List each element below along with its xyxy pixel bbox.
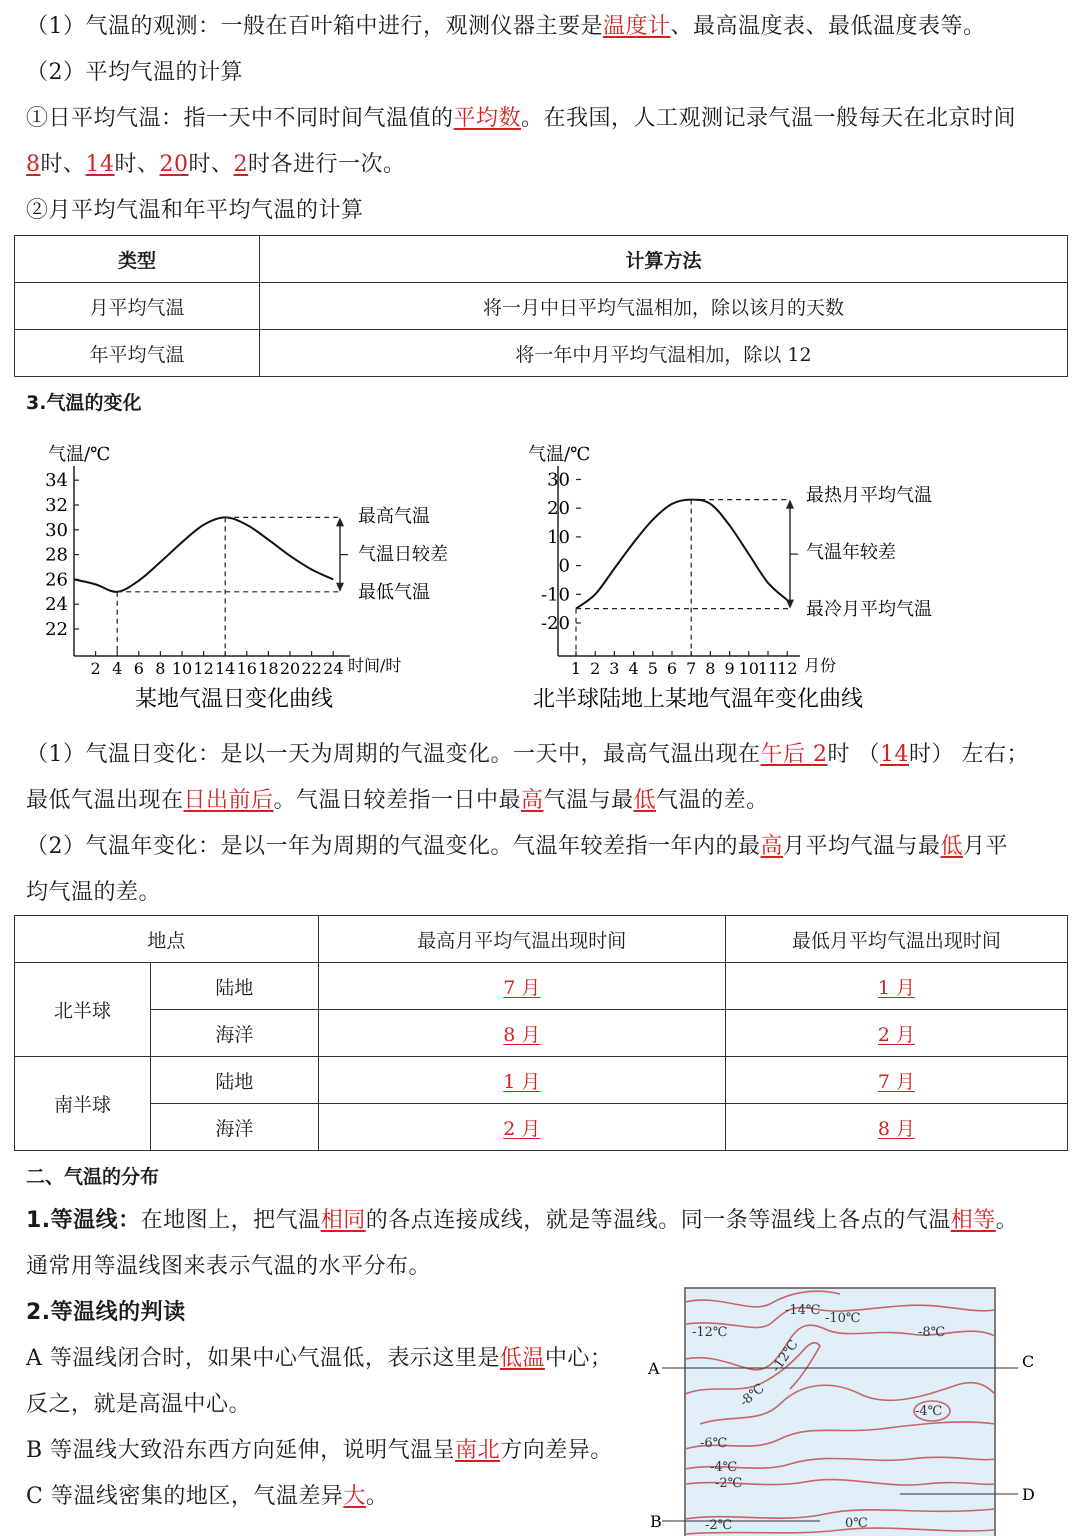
text: 。气温日较差指一日中最 [273, 788, 522, 813]
answer-blank: 8 月 [503, 1023, 541, 1046]
y-tick-label: 32 [45, 495, 68, 516]
answer-blank: 20 [159, 152, 189, 177]
answer-blank: 低 [633, 788, 657, 813]
annotation: 最冷月平均气温 [806, 599, 932, 620]
x-tick-label: 12 [777, 659, 798, 678]
table-cell [318, 1010, 725, 1057]
table-cell: 月平均气温 [15, 283, 260, 330]
y-tick-label: -20 [541, 613, 570, 634]
text: 气温与最 [543, 788, 634, 813]
isotherm-label: -14℃ [785, 1303, 821, 1318]
observation-line [26, 12, 986, 42]
text: （1）气温日变化：是以一天为周期的气温变化。一天中，最高气温出现在 [26, 742, 761, 767]
y-tick-label: 26 [45, 569, 68, 591]
y-tick-label: 22 [45, 619, 68, 640]
isotherm-label: -8℃ [737, 1381, 768, 1411]
isotherm-label: 0℃ [845, 1516, 868, 1531]
isotherm-label: -4℃ [710, 1460, 738, 1475]
annual-variation-line-1 [26, 832, 1008, 862]
reading-c-line [26, 1482, 388, 1512]
arrow-head-up [336, 517, 344, 526]
x-tick-label: 6 [133, 659, 144, 678]
isotherm-label: -2℃ [715, 1476, 743, 1491]
answer-blank: 低 [940, 834, 964, 859]
table-cell: 将一月中日平均气温相加，除以该月的天数 [260, 283, 1068, 330]
isotherm-def-line-1 [26, 1206, 1018, 1236]
y-tick-label: 0 [558, 555, 570, 577]
answer-blank: 14 [880, 742, 909, 767]
answer-blank: 7 月 [503, 976, 541, 999]
hemisphere-table [14, 915, 1068, 1151]
table-cell: 年平均气温 [15, 330, 260, 377]
arrow-head-down [336, 583, 344, 592]
x-tick-label: 12 [193, 659, 214, 678]
avg-title: （2）平均气温的计算 [26, 60, 243, 85]
reading-a-line-2: 反之，就是高温中心。 [26, 1392, 252, 1417]
text: ①日平均气温：指一天中不同时间气温值的 [26, 106, 454, 131]
table-header: 计算方法 [260, 236, 1068, 283]
answer-blank: 7 月 [877, 1070, 915, 1093]
answer-blank: 1 月 [877, 976, 915, 999]
temperature-charts [0, 430, 1080, 730]
y-tick-label: 30 [45, 519, 68, 541]
x-tick-label: 7 [686, 659, 697, 678]
isotherm-label: -12℃ [768, 1337, 802, 1376]
text: （2）气温年变化：是以一年为周期的气温变化。气温年较差指一年内的最 [26, 834, 761, 859]
table-cell [318, 963, 725, 1010]
isotherm-label: -10℃ [825, 1311, 861, 1326]
daily-variation-line-2 [26, 786, 769, 816]
annotation: 气温日较差 [358, 544, 448, 565]
table-cell: 海洋 [151, 1104, 319, 1151]
x-tick-label: 18 [258, 659, 279, 678]
text: （1）气温的观测：一般在百叶箱中进行，观测仪器主要是 [26, 14, 603, 39]
x-tick-label: 4 [112, 659, 123, 678]
x-tick-label: 2 [590, 659, 601, 678]
y-tick-label: 24 [45, 594, 68, 616]
answer-blank: 相等 [950, 1208, 996, 1233]
x-tick-label: 16 [236, 659, 257, 678]
text: 气温的差。 [656, 788, 769, 813]
y-tick-label: 10 [547, 526, 570, 548]
arrow-head-down [786, 600, 794, 609]
y-tick-label: 28 [45, 544, 68, 566]
isotherm-label: -2℃ [705, 1518, 733, 1533]
x-tick-label: 5 [647, 659, 658, 678]
reading-title: 2.等温线的判读 [26, 1300, 186, 1325]
answer-blank: 平均数 [453, 106, 522, 131]
answer-blank: 高 [521, 788, 544, 813]
y-axis-label: 气温/℃ [528, 444, 591, 465]
answer-blank: 8 [26, 152, 41, 177]
isotherm-label: -8℃ [918, 1325, 946, 1340]
x-tick-label: 20 [279, 659, 301, 678]
table-header: 地点 [15, 916, 319, 963]
x-tick-label: 6 [666, 659, 678, 678]
table-cell [725, 1057, 1067, 1104]
table-header: 类型 [15, 236, 260, 283]
isotherm-label: -6℃ [700, 1436, 728, 1451]
table-cell: 将一年中月平均气温相加，除以 12 [260, 330, 1068, 377]
text: 的各点连接成线，就是等温线。同一条等温线上各点的气温 [365, 1208, 951, 1233]
x-tick-label: 9 [724, 659, 735, 678]
text: C 等温线密集的地区，气温差异 [26, 1484, 344, 1509]
x-tick-label: 8 [705, 659, 716, 678]
text: 时、 [40, 152, 86, 177]
answer-blank: 南北 [455, 1438, 501, 1463]
answer-blank: 1 月 [503, 1070, 541, 1093]
isotherm-def-line-2: 通常用等温线图来表示气温的水平分布。 [26, 1254, 432, 1279]
text: 时各进行一次。 [248, 152, 406, 177]
annual-chart [528, 444, 932, 712]
answer-blank: 相同 [320, 1208, 366, 1233]
x-tick-label: 14 [215, 659, 236, 678]
section-3-heading: 3.气温的变化 [26, 392, 142, 414]
answer-blank: 午后 2 [760, 742, 828, 767]
answer-blank: 低温 [499, 1346, 545, 1371]
text: 时、 [188, 152, 234, 177]
text: 中心； [544, 1346, 613, 1371]
table-cell: 陆地 [151, 963, 319, 1010]
table-cell: 海洋 [151, 1010, 319, 1057]
table-cell [725, 1010, 1067, 1057]
y-tick-label: 30 [547, 469, 570, 491]
x-tick-label: 10 [171, 659, 193, 678]
part-2-heading: 二、气温的分布 [26, 1166, 160, 1188]
isotherm-label: -4℃ [915, 1404, 943, 1419]
daily-line-1 [26, 104, 1016, 134]
monthly-title: ②月平均气温和年平均气温的计算 [26, 198, 364, 223]
y-tick-label: -10 [541, 584, 570, 606]
table-cell [725, 1104, 1067, 1151]
text: 最低气温出现在 [26, 788, 184, 813]
text: 、最高温度表、最低温度表等。 [670, 14, 986, 39]
group-cell: 北半球 [15, 963, 151, 1057]
daily-chart [45, 444, 448, 712]
x-axis-label: 时间/时 [348, 656, 402, 675]
text: 。 [995, 1208, 1019, 1233]
x-tick-label: 4 [628, 659, 639, 678]
text: 时） 左右； [909, 742, 1029, 767]
isotherm-label: -12℃ [692, 1325, 728, 1340]
x-tick-label: 8 [155, 659, 166, 678]
x-tick-label: 1 [570, 659, 582, 678]
annotation: 最低气温 [358, 582, 430, 603]
chart-title: 某地气温日变化曲线 [135, 687, 334, 712]
annotation: 气温年较差 [806, 542, 896, 563]
annual-variation-line-2: 均气温的差。 [26, 880, 162, 905]
text: 时、 [114, 152, 160, 177]
text: B 等温线大致沿东西方向延伸，说明气温呈 [26, 1438, 456, 1463]
answer-blank: 2 月 [877, 1023, 915, 1046]
term-label: 1.等温线： [26, 1208, 141, 1233]
arrow-head-up [786, 500, 794, 509]
text: 。 [365, 1484, 389, 1509]
point-label: D [1022, 1485, 1035, 1504]
daily-variation-line-1 [26, 740, 1029, 770]
annotation: 最热月平均气温 [806, 485, 932, 506]
x-tick-label: 2 [90, 659, 101, 678]
answer-blank: 日出前后 [183, 788, 274, 813]
chart-title: 北半球陆地上某地气温年变化曲线 [533, 687, 864, 712]
group-cell: 南半球 [15, 1057, 151, 1151]
temperature-curve [74, 517, 333, 591]
x-axis-label: 月份 [804, 656, 837, 675]
y-axis-label: 气温/℃ [48, 444, 111, 465]
x-tick-label: 3 [609, 659, 620, 678]
table-header: 最高月平均气温出现时间 [318, 916, 725, 963]
table-header: 最低月平均气温出现时间 [725, 916, 1067, 963]
isotherm-map [640, 1284, 1060, 1536]
answer-blank: 14 [85, 152, 115, 177]
x-tick-label: 11 [757, 659, 779, 678]
y-tick-label: 34 [45, 470, 68, 492]
answer-blank: 2 月 [503, 1117, 541, 1140]
table-cell: 陆地 [151, 1057, 319, 1104]
annotation: 最高气温 [358, 506, 430, 527]
text: A 等温线闭合时，如果中心气温低，表示这里是 [26, 1346, 500, 1371]
answer-blank: 温度计 [603, 14, 671, 39]
y-tick-label: 20 [547, 498, 570, 520]
point-label: A [648, 1359, 660, 1378]
text: 月平均气温与最 [783, 834, 941, 859]
table-cell [318, 1057, 725, 1104]
text: 方向差异。 [500, 1438, 613, 1463]
calc-method-table [14, 235, 1068, 377]
answer-blank: 2 [233, 152, 249, 177]
point-label: C [1022, 1352, 1035, 1371]
answer-blank: 8 月 [877, 1117, 915, 1140]
table-cell [725, 963, 1067, 1010]
temperature-curve [576, 500, 787, 609]
answer-blank: 高 [760, 834, 784, 859]
x-tick-label: 22 [301, 659, 322, 678]
x-tick-label: 24 [323, 659, 344, 678]
daily-line-2 [26, 150, 406, 180]
table-cell [318, 1104, 725, 1151]
text: 时 （ [827, 742, 880, 767]
text: 。在我国，人工观测记录气温一般每天在北京时间 [521, 106, 1017, 131]
text: 月平 [963, 834, 1009, 859]
point-label: B [650, 1512, 662, 1531]
x-tick-label: 10 [738, 659, 759, 678]
text: 在地图上，把气温 [140, 1208, 321, 1233]
answer-blank: 大 [343, 1484, 366, 1509]
reading-a-line-1 [26, 1344, 612, 1374]
reading-b-line [26, 1436, 613, 1466]
